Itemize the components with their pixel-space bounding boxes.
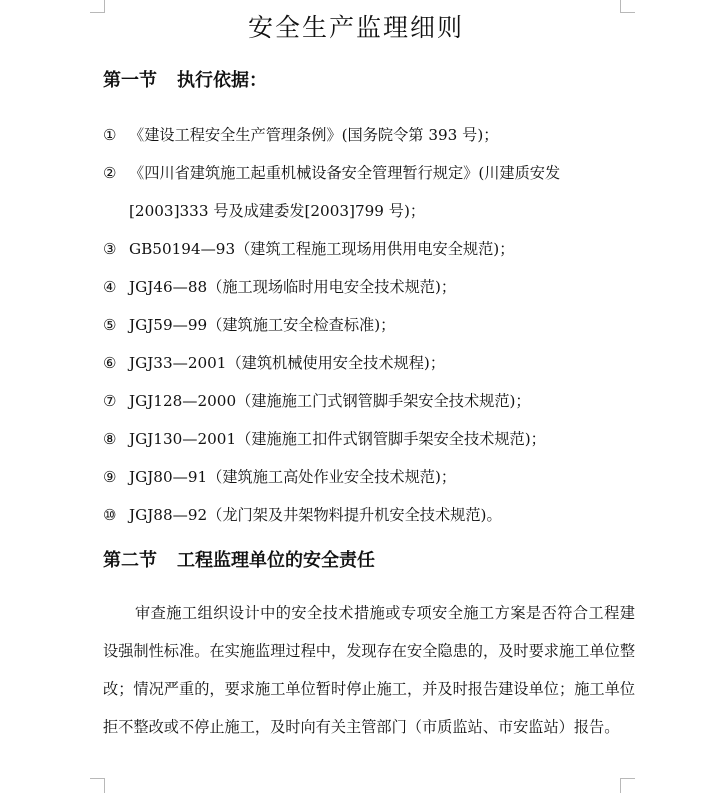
item-text: JGJ33—2001（建筑机械使用安全技术规程)； [129,354,446,372]
item-text: 《建设工程安全生产管理条例》(国务院令第 393 号)； [129,126,499,144]
list-item [103,420,643,458]
item-text: 《四川省建筑施工起重机械设备安全管理暂行规定》(川建质安发 [129,164,561,182]
document-title: 安全生产监理细则 [247,13,464,42]
item-text-continuation: [2003]333 号及成建委发[2003]799 号)； [129,202,426,220]
item-marker: ⑩ [103,506,117,524]
item-marker: ④ [103,278,117,296]
item-text: JGJ88—92（龙门架及井架物料提升机安全技术规范)。 [129,506,502,524]
item-marker: ⑤ [103,316,117,334]
item-marker: ⑥ [103,354,117,372]
item-marker: ② [103,164,117,182]
section-heading [103,546,375,572]
item-marker: ⑨ [103,468,117,486]
list-item [103,116,643,154]
item-text: JGJ128—2000（建施施工门式钢管脚手架安全技术规范)； [129,392,531,410]
list-item [103,306,643,344]
list-item [103,154,643,230]
body-paragraph: 审查施工组织设计中的安全技术措施或专项安全施工方案是否符合工程建设强制性标准。在实施监理过程中，发现存在安全隐患的，及时要求施工单位整改；情况严重的，要求施工单位暂时停止施工，并及时报告建设单位；施工单位拒不整改或不停止施工，及时向有关主管部门（市质监站、市安监站）报告。 [103,604,635,736]
list-item [103,268,643,306]
item-text: JGJ46—88（施工现场临时用电安全技术规范)； [129,278,457,296]
section-number: 第二节 [103,550,157,571]
list-item [103,496,643,534]
section-heading [103,66,267,92]
item-marker: ① [103,126,117,144]
section-number: 第一节 [103,70,157,91]
section-title: 工程监理单位的安全责任 [177,550,375,571]
list-item [103,230,643,268]
list-item [103,382,643,420]
page-corner-mark [90,778,105,793]
item-marker: ③ [103,240,117,258]
item-text: JGJ130—2001（建施施工扣件式钢管脚手架安全技术规范)； [129,430,546,448]
item-marker: ⑧ [103,430,117,448]
page-corner-mark [620,778,635,793]
list-item [103,458,643,496]
item-text: GB50194—93（建筑工程施工现场用供用电安全规范)； [129,240,515,258]
basis-list [103,116,643,534]
item-marker: ⑦ [103,392,117,410]
list-item [103,344,643,382]
item-text: JGJ80—91（建筑施工高处作业安全技术规范)； [129,468,457,486]
item-text: JGJ59—99（建筑施工安全检查标准)； [129,316,396,334]
section-title: 执行依据： [177,70,267,91]
